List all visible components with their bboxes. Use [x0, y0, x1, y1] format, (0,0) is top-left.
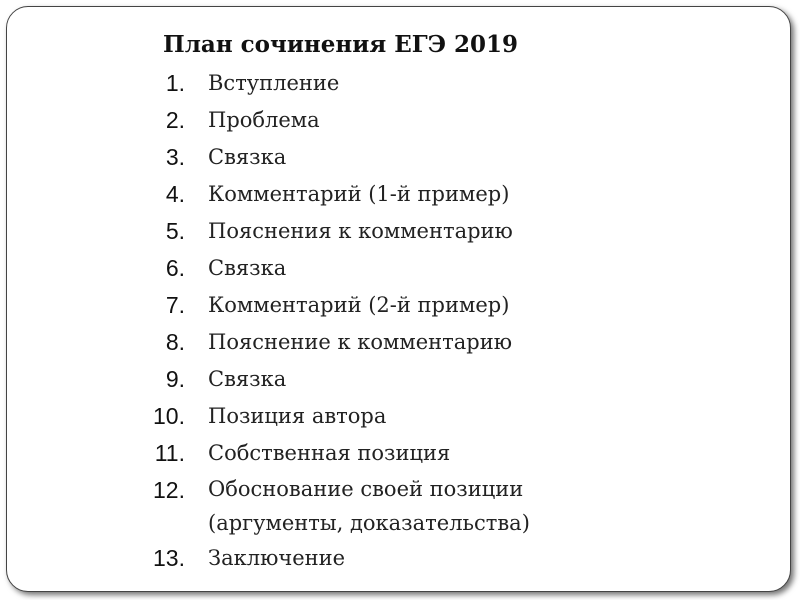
item-text: Проблема — [208, 108, 320, 132]
item-text: Комментарий (2-й пример) — [208, 293, 510, 317]
list-item — [127, 102, 530, 139]
list-item — [127, 398, 530, 435]
item-number: 8. — [165, 329, 185, 355]
list-item — [127, 139, 530, 176]
item-text: Пояснения к комментарию — [208, 219, 513, 243]
list-item — [127, 435, 530, 472]
item-text: Собственная позиция — [208, 441, 451, 465]
item-text: Связка — [208, 367, 287, 391]
item-number: 2. — [165, 107, 185, 133]
item-number: 10. — [153, 403, 185, 429]
item-text: Обоснование своей позиции (аргументы, доказательства) — [208, 477, 530, 535]
item-text: Позиция автора — [208, 404, 387, 428]
page-title: План сочинения ЕГЭ 2019 — [163, 31, 519, 58]
list-item — [127, 65, 530, 102]
list-item — [127, 472, 530, 540]
item-number: 1. — [165, 70, 185, 96]
list-item — [127, 540, 530, 577]
item-number: 6. — [165, 255, 185, 281]
list-item — [127, 176, 530, 213]
item-text: Заключение — [208, 546, 346, 570]
item-number: 7. — [165, 292, 185, 318]
item-number: 11. — [154, 440, 185, 466]
item-text: Комментарий (1-й пример) — [208, 182, 510, 206]
slide-frame — [6, 6, 791, 592]
item-number: 12. — [153, 477, 185, 503]
item-text: Связка — [208, 145, 287, 169]
list-item — [127, 250, 530, 287]
list-item — [127, 361, 530, 398]
list-item — [127, 287, 530, 324]
plan-list — [127, 65, 530, 577]
item-text: Связка — [208, 256, 287, 280]
item-number: 5. — [165, 218, 185, 244]
item-text: Вступление — [208, 71, 340, 95]
item-number: 13. — [153, 545, 185, 571]
list-item — [127, 324, 530, 361]
list-item — [127, 213, 530, 250]
item-number: 4. — [165, 181, 185, 207]
item-number: 9. — [165, 366, 185, 392]
item-text: Пояснение к комментарию — [208, 330, 513, 354]
item-number: 3. — [165, 144, 185, 170]
